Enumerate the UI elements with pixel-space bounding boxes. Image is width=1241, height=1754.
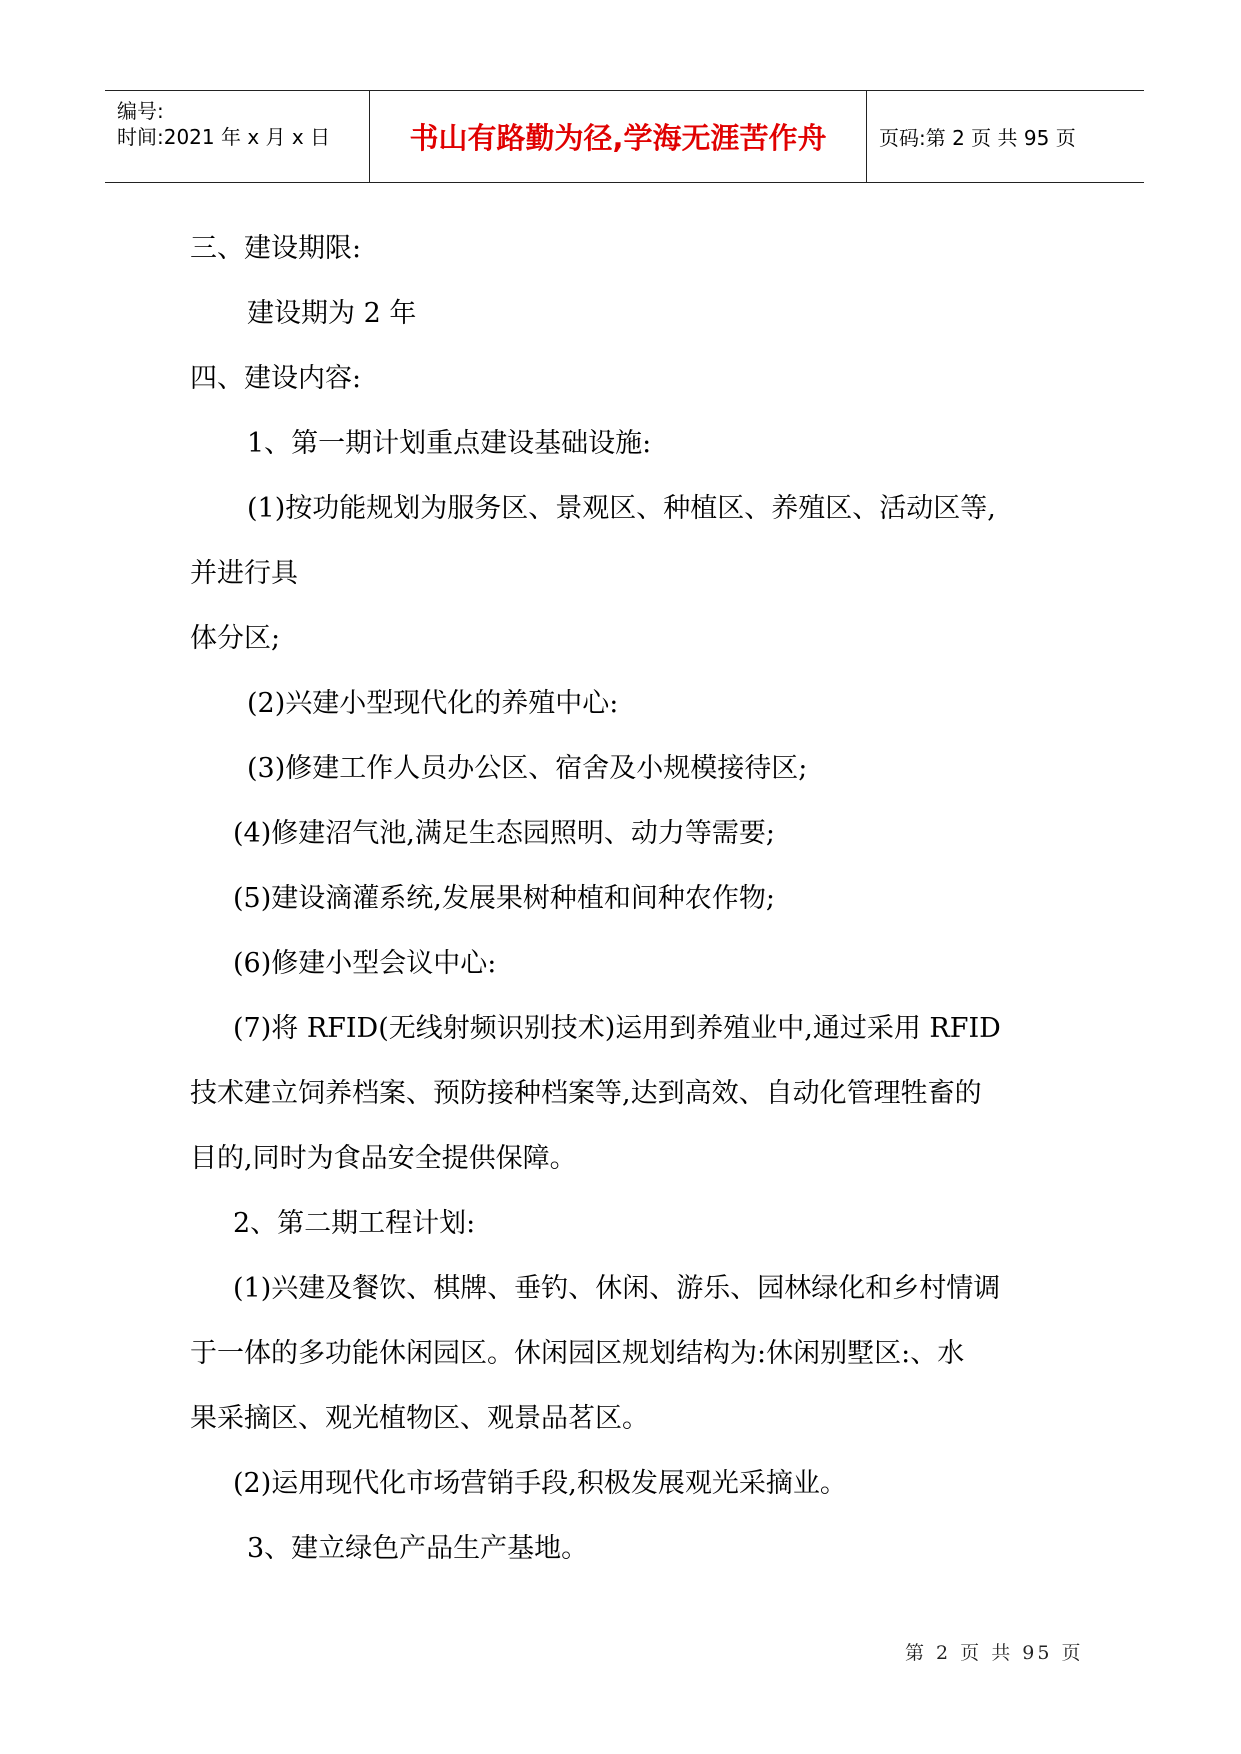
document-time-label: 时间:2021 年 x 月 x 日: [117, 125, 331, 149]
document-number-label: 编号:: [117, 99, 164, 123]
paragraph-line: (1)兴建及餐饮、棋牌、垂钓、休闲、游乐、园林绿化和乡村情调: [233, 1273, 1001, 1304]
header-page-info: 页码:第 2 页 共 95 页: [879, 126, 1076, 150]
page-footer: 第 2 页 共 95 页: [905, 1642, 1084, 1664]
header-motto-cell: [370, 91, 867, 182]
paragraph-line: (7)将 RFID(无线射频识别技术)运用到养殖业中,通过采用 RFID: [233, 1013, 1001, 1044]
paragraph-line: 并进行具: [190, 558, 298, 589]
subsection-heading: 2、第二期工程计划:: [233, 1208, 476, 1239]
paragraph-line: 目的,同时为食品安全提供保障。: [190, 1143, 577, 1174]
header-page-cell: [867, 91, 1144, 182]
subsection-heading: 3、建立绿色产品生产基地。: [247, 1533, 589, 1564]
subsection-heading: 1、第一期计划重点建设基础设施:: [247, 428, 652, 459]
header-motto: 书山有路勤为径,学海无涯苦作舟: [409, 121, 827, 155]
paragraph-line: (2)运用现代化市场营销手段,积极发展观光采摘业。: [233, 1468, 847, 1499]
paragraph-line: (4)修建沼气池,满足生态园照明、动力等需要;: [233, 818, 775, 849]
header-meta-cell: [105, 91, 370, 182]
paragraph-line: 技术建立饲养档案、预防接种档案等,达到高效、自动化管理牲畜的: [190, 1078, 982, 1109]
paragraph-line: 于一体的多功能休闲园区。休闲园区规划结构为:休闲别墅区:、水: [190, 1338, 965, 1369]
paragraph-line: 建设期为 2 年: [247, 298, 417, 329]
paragraph-line: (6)修建小型会议中心:: [233, 948, 497, 979]
section-heading: 四、建设内容:: [190, 363, 362, 394]
section-heading: 三、建设期限:: [190, 233, 362, 264]
paragraph-line: 果采摘区、观光植物区、观景品茗区。: [190, 1403, 649, 1434]
paragraph-line: (2)兴建小型现代化的养殖中心:: [247, 688, 619, 719]
paragraph-line: (5)建设滴灌系统,发展果树种植和间种农作物;: [233, 883, 775, 914]
paragraph-line: (1)按功能规划为服务区、景观区、种植区、养殖区、活动区等,: [247, 493, 996, 524]
paragraph-line: (3)修建工作人员办公区、宿舍及小规模接待区;: [247, 753, 808, 784]
paragraph-line: 体分区;: [190, 623, 281, 654]
page-header: [105, 90, 1144, 183]
